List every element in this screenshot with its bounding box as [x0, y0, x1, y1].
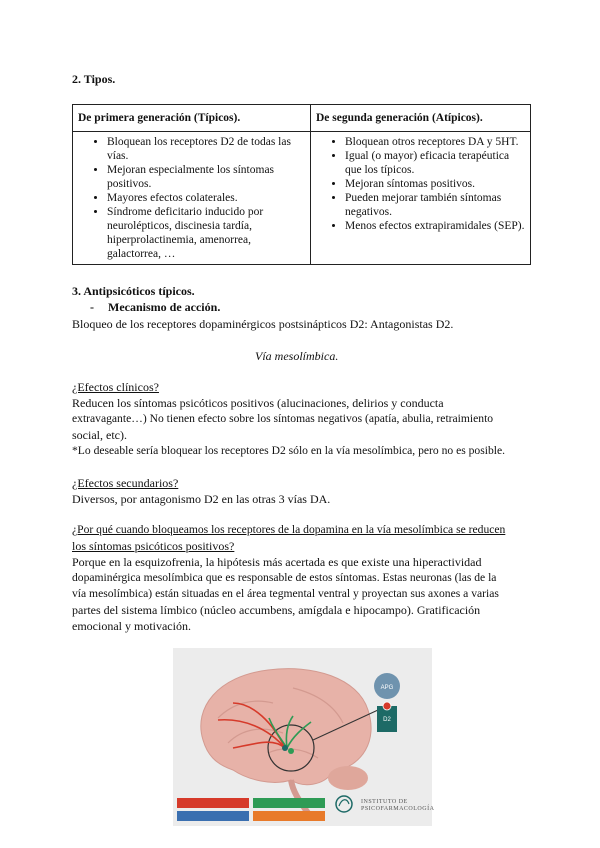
institute-logo-icon — [336, 796, 352, 812]
legend-red — [177, 798, 249, 808]
second-generation-list — [315, 135, 526, 233]
list-item: • Mejoran síntomas positivos. — [345, 177, 526, 191]
antagonist-icon — [383, 702, 391, 710]
answer-line: Reducen los síntomas psicóticos positivos (alucinaciones, delirios y conducta — [72, 396, 444, 410]
answer-line: extravagante…) No tienen efecto sobre los síntomas negativos (apatía, abulia, retraimiento — [72, 412, 494, 425]
institute-line: PSICOFARMACOLOGÍA — [361, 806, 435, 812]
institute-line: INSTITUTO DE — [361, 799, 408, 805]
question-clinical-effects: ¿Efectos clínicos? — [72, 380, 159, 394]
apg-label: APG — [380, 685, 394, 691]
question-line: los síntomas psicóticos positivos? — [72, 539, 235, 553]
list-item: • Igual (o mayor) eficacia terapéutica que los típicos. — [345, 149, 526, 177]
institute-logo-mark — [339, 800, 349, 806]
table-header-first-generation: De primera generación (Típicos). — [73, 105, 311, 132]
cerebellum — [328, 766, 368, 790]
table-cell-second-generation — [311, 132, 531, 265]
vta-neuron — [288, 748, 294, 754]
list-item: • Menos efectos extrapiramidales (SEP). — [345, 219, 526, 233]
answer-line: emocional y motivación. — [72, 619, 191, 633]
list-item: • Bloquean los receptores D2 de todas las vías. — [107, 135, 306, 163]
section-3-heading: 3. Antipsicóticos típicos. — [72, 284, 195, 298]
list-item: • Mayores efectos colaterales. — [107, 191, 306, 205]
question-side-effects: ¿Efectos secundarios? — [72, 476, 179, 490]
list-item: • Síndrome deficitario inducido por neurolépticos, discinesia tardía, hiperprolactinemia, amenorrea, galactorrea, … — [107, 205, 306, 261]
legend-blue — [177, 811, 249, 821]
answer-line: dopaminérgica mesolímbica que es responsable de estos síntomas. Estas neuronas (las de la — [72, 571, 497, 584]
table-cell-first-generation — [73, 132, 311, 265]
legend-orange — [253, 811, 325, 821]
vta-neuron — [282, 745, 288, 751]
answer-line: Porque en la esquizofrenia, la hipótesis más acertada es que existe una hiperactividad — [72, 555, 482, 569]
answer-line: partes del sistema límbico (núcleo accumbens, amígdala e hipocampo). Gratificación — [72, 603, 481, 617]
mechanism-subheading: Mecanismo de acción. — [108, 300, 221, 314]
list-item: • Mejoran especialmente los síntomas positivos. — [107, 163, 306, 191]
subheading-dash: - — [90, 300, 94, 314]
mesolimbic-pathway-figure — [173, 648, 435, 826]
table-header-second-generation: De segunda generación (Atípicos). — [311, 105, 531, 132]
answer-line: vía mesolímbica) están situadas en el área tegmental ventral y proyectan sus axones a varias — [72, 587, 499, 600]
question-line: ¿Por qué cuando bloqueamos los receptores de la dopamina en la vía mesolímbica se reducen — [72, 523, 506, 536]
list-item: • Bloquean otros receptores DA y 5HT. — [345, 135, 526, 149]
first-generation-list — [77, 135, 306, 261]
legend-green — [253, 798, 325, 808]
list-item: • Pueden mejorar también síntomas negativos. — [345, 191, 526, 219]
answer-line: *Lo deseable sería bloquear los receptores D2 sólo en la vía mesolímbica, pero no es posible. — [72, 444, 506, 457]
d2-label: D2 — [383, 717, 391, 723]
institute-name — [361, 799, 461, 813]
answer-line: social, etc). — [72, 428, 127, 442]
mechanism-text: Bloqueo de los receptores dopaminérgicos postsinápticos D2: Antagonistas D2. — [72, 317, 454, 331]
types-table — [72, 104, 531, 265]
via-caption: Vía mesolímbica. — [255, 349, 339, 363]
section-2-heading: 2. Tipos. — [72, 72, 116, 86]
answer-side-effects: Diversos, por antagonismo D2 en las otras 3 vías DA. — [72, 492, 331, 506]
